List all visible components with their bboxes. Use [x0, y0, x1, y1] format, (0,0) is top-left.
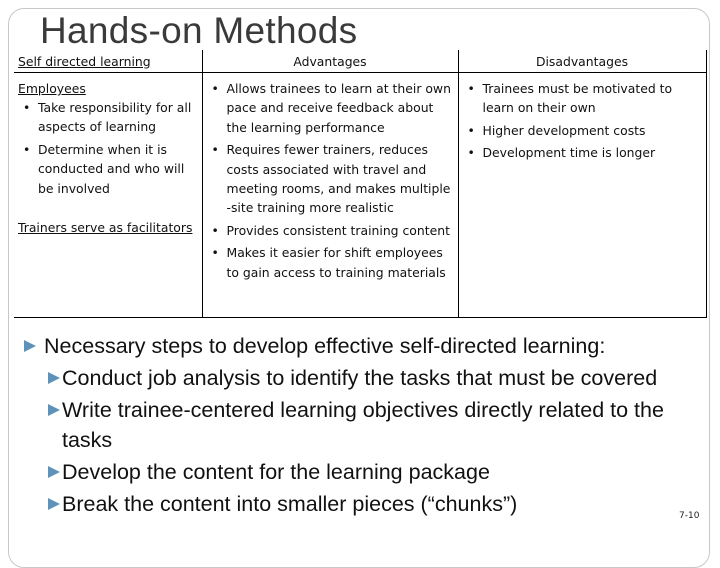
table-row — [14, 73, 706, 318]
header-disadvantages: Disadvantages — [458, 50, 706, 73]
triangle-bullet-icon — [48, 466, 60, 478]
bullet-icon: • — [23, 141, 31, 157]
disadvantages-list — [463, 79, 702, 163]
bullet-icon: • — [211, 222, 219, 238]
bullet-icon: • — [467, 81, 475, 96]
step-item: Write trainee-centered learning objectives directly related to the tasks — [20, 395, 710, 455]
list-item: • Provides consistent training content — [207, 221, 454, 240]
step-item: Conduct job analysis to identify the tasks that must be covered — [20, 363, 710, 393]
advantages-list — [207, 79, 454, 282]
table-header-row — [14, 50, 706, 73]
list-item: • Allows trainees to learn at their own pace and receive feedback about the learning performance — [211, 81, 451, 135]
list-item: • Requires fewer trainers, reduces costs associated with travel and meeting rooms, and makes multiple -site training more realistic — [211, 142, 451, 216]
bullet-icon: • — [467, 122, 475, 138]
header-self-directed: Self directed learning — [14, 50, 202, 73]
slide-title: Hands-on Methods — [40, 10, 361, 52]
step-item: Break the content into smaller pieces (“chunks”) — [20, 489, 710, 519]
list-item: • Take responsibility for all aspects of learning — [23, 100, 192, 135]
bullet-icon: • — [211, 245, 219, 261]
list-item: • Development time is longer — [463, 143, 702, 162]
step-item: Develop the content for the learning package — [20, 457, 710, 487]
bullet-icon: • — [23, 100, 31, 115]
trainers-label: Trainers serve as facilitators — [18, 220, 193, 236]
triangle-bullet-icon — [48, 404, 60, 416]
self-directed-cell — [14, 73, 202, 318]
list-item: • Makes it easier for shift employees to gain access to training materials — [211, 245, 446, 280]
triangle-bullet-icon — [24, 340, 36, 352]
steps-heading: Necessary steps to develop effective self-directed learning: — [20, 331, 710, 361]
list-item: • Trainees must be motivated to learn on their own — [467, 81, 673, 116]
methods-table — [14, 50, 707, 318]
slide-number: 7-10 — [679, 511, 700, 521]
bullet-icon: • — [211, 142, 219, 158]
list-item: • Higher development costs — [463, 121, 702, 140]
list-item: • Determine when it is conducted and who will be involved — [23, 141, 185, 196]
advantages-cell — [202, 73, 458, 318]
disadvantages-cell — [458, 73, 706, 318]
bullet-icon: • — [211, 81, 219, 96]
triangle-bullet-icon — [48, 498, 60, 510]
steps-section — [20, 331, 710, 519]
employees-label: Employees — [18, 81, 86, 96]
triangle-bullet-icon — [48, 372, 60, 384]
header-advantages: Advantages — [202, 50, 458, 73]
employees-list — [18, 98, 198, 198]
bullet-icon: • — [467, 145, 475, 161]
